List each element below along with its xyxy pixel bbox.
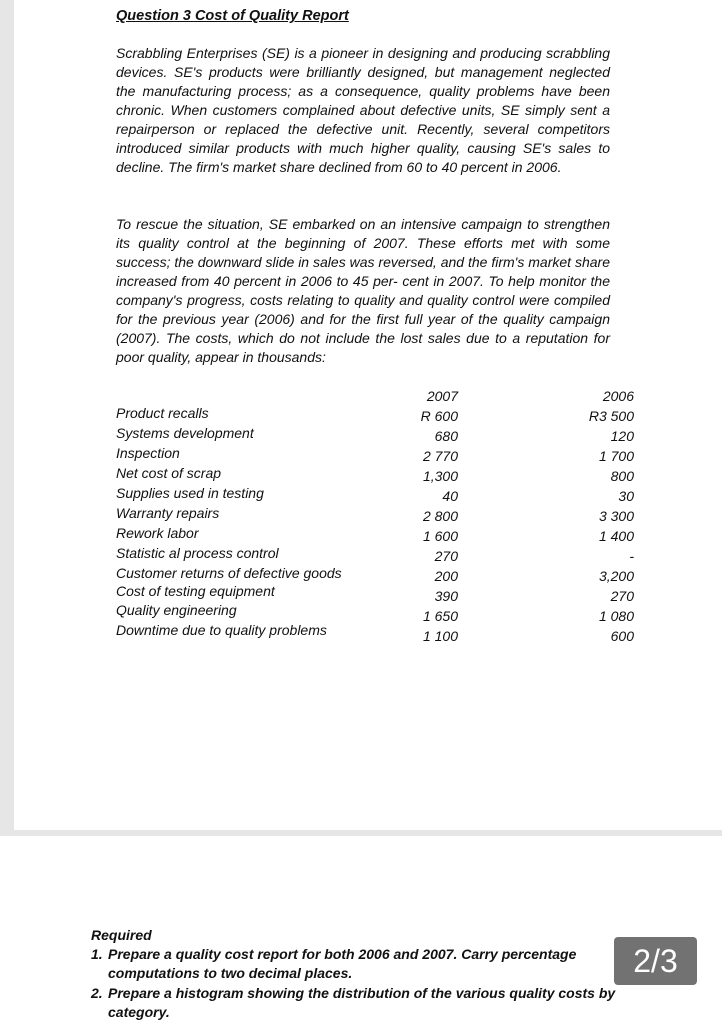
value-2006: 1 080: [598, 608, 634, 624]
row-label: Rework labor: [116, 525, 199, 541]
value-2007: 1 100: [422, 628, 458, 644]
value-2006: 600: [610, 628, 634, 644]
row-label: Net cost of scrap: [116, 465, 222, 481]
column-header-2006: 2006: [602, 388, 634, 404]
required-item-2: [91, 984, 631, 1022]
value-2007: 390: [434, 588, 458, 604]
page-indicator-badge: 2/3: [614, 937, 697, 985]
value-2006: 30: [618, 488, 634, 504]
row-label: Quality engineering: [116, 602, 237, 618]
column-header-2007: 2007: [426, 388, 458, 404]
value-2007: 1 650: [422, 608, 458, 624]
value-2007: 2 800: [422, 508, 458, 524]
value-2007: 1,300: [422, 468, 458, 484]
value-2006: -: [629, 548, 634, 564]
row-label: Downtime due to quality problems: [116, 622, 327, 638]
paragraph-intro: Scrabbling Enterprises (SE) is a pioneer in designing and producing scrabbling devices. SE's products were brilliantly designed, but management neglected the manufacturing process; as a consequence, quality problems have been chronic. When customers complained about defective units, SE simply sent a repairperson or replaced the defective unit. Recently, several competitors introduced similar products with much higher quality, causing SE's sales to decline. The firm's market share declined from 60 to 40 percent in 2006.: [116, 45, 610, 175]
value-2006: R3 500: [588, 408, 634, 424]
value-2006: 3,200: [598, 568, 634, 584]
row-label: Systems development: [116, 425, 254, 441]
paragraph-campaign: To rescue the situation, SE embarked on an intensive campaign to strengthen its quality control at the beginning of 2007. These efforts met with some success; the downward slide in sales was reversed, and the firm's market share increased from 40 percent in 2006 to 45 per- cent in 2007. To help monitor the company's progress, costs relating to quality and quality control were compiled for the previous year (2006) and for the first full year of the quality campaign (2007). The costs, which do not include the lost sales due to a reputation for poor quality, appear in thousands:: [116, 216, 610, 365]
row-label: Product recalls: [116, 405, 209, 421]
required-item-text: Prepare a histogram showing the distribution of the various quality costs by category.: [108, 985, 616, 1020]
required-item-text: Prepare a quality cost report for both 2006 and 2007. Carry percentage computations to two decimal places.: [108, 946, 577, 981]
value-2006: 3 300: [598, 508, 634, 524]
value-2007: 1 600: [422, 528, 458, 544]
value-2006: 120: [610, 428, 634, 444]
row-label: Cost of testing equipment: [116, 583, 275, 599]
value-2007: 40: [442, 488, 458, 504]
value-2007: 270: [434, 548, 458, 564]
value-2006: 1 700: [598, 448, 634, 464]
required-heading: Required: [91, 927, 152, 943]
value-2007: 680: [434, 428, 458, 444]
required-item-number: 1.: [91, 946, 103, 962]
value-2007: 2 770: [422, 448, 458, 464]
value-2006: 800: [610, 468, 634, 484]
question-title: Question 3 Cost of Quality Report: [116, 8, 349, 24]
row-label: Supplies used in testing: [116, 485, 264, 501]
value-2006: 1 400: [598, 528, 634, 544]
value-2007: R 600: [420, 408, 458, 424]
row-label: Inspection: [116, 445, 180, 461]
row-label: Statistic al process control: [116, 545, 279, 561]
value-2006: 270: [610, 588, 634, 604]
required-item-number: 2.: [91, 985, 103, 1001]
row-label: Warranty repairs: [116, 505, 220, 521]
row-label: Customer returns of defective goods: [116, 565, 342, 581]
required-item-1: [91, 945, 631, 983]
value-2007: 200: [434, 568, 458, 584]
